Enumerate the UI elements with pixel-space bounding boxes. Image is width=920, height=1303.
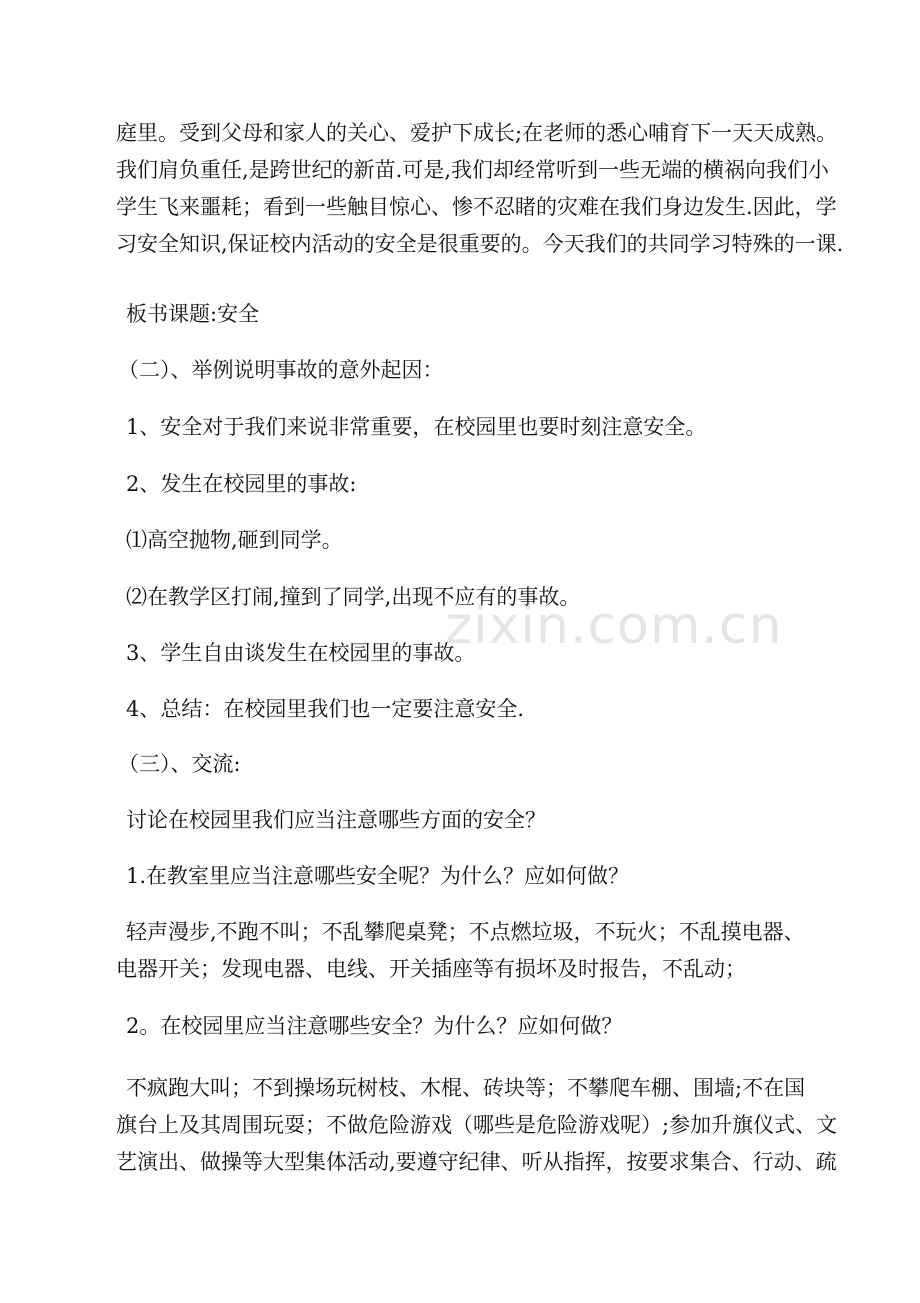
intro-line-2: 我们肩负重任,是跨世纪的新苗.可是,我们却经常听到一些无端的横祸向我们小	[116, 158, 830, 182]
answer-2-line-2: 旗台上及其周围玩耍；不做危险游戏（哪些是危险游戏呢）;参加升旗仪式、文	[116, 1113, 838, 1137]
answer-1-line-1: 轻声漫步,不跑不叫；不乱攀爬桌凳；不点燃垃圾，不玩火；不乱摸电器、	[126, 920, 805, 944]
intro-line-3: 学生飞来噩耗；看到一些触目惊心、惨不忍睹的灾难在我们身边发生.因此，学	[116, 195, 837, 219]
discussion-prompt: 讨论在校园里我们应当注意哪些方面的安全？	[126, 808, 546, 832]
answer-1-line-2: 电器开关；发现电器、电线、开关插座等有损坏及时报告，不乱动；	[116, 957, 746, 981]
sub-item-1: ⑴高空抛物,砸到同学。	[126, 528, 343, 552]
intro-line-4: 习安全知识,保证校内活动的安全是很重要的。今天我们的共同学习特殊的一课.	[116, 232, 844, 256]
list-item-3: 3、学生自由谈发生在校园里的事故。	[126, 641, 476, 665]
question-2: 2。在校园里应当注意哪些安全？为什么？应如何做？	[126, 1014, 623, 1038]
list-item-4: 4、总结：在校园里我们也一定要注意安全.	[126, 697, 525, 721]
answer-2-line-3: 艺演出、做操等大型集体活动,要遵守纪律、听从指挥，按要求集合、行动、疏	[116, 1150, 837, 1174]
question-1: 1.在教室里应当注意哪些安全呢？为什么？应如何做？	[126, 864, 630, 888]
list-item-2: 2、发生在校园里的事故:	[126, 472, 357, 496]
list-item-1: 1、安全对于我们来说非常重要，在校园里也要时刻注意安全。	[126, 415, 707, 439]
section-two-heading: （二）、举例说明事故的意外起因：	[118, 358, 444, 382]
board-title: 板书课题:安全	[126, 302, 260, 326]
section-three-heading: （三）、交流:	[118, 752, 241, 776]
intro-line-1: 庭里。受到父母和家人的关心、爱护下成长;在老师的悉心哺育下一天天成熟。	[116, 121, 838, 145]
watermark: zixin.com.cn	[445, 596, 783, 656]
sub-item-2: ⑵在教学区打闹,撞到了同学,出现不应有的事故。	[126, 585, 581, 609]
answer-2-line-1: 不疯跑大叫；不到操场玩树枝、木棍、砖块等；不攀爬车棚、围墙;不在国	[126, 1076, 806, 1100]
